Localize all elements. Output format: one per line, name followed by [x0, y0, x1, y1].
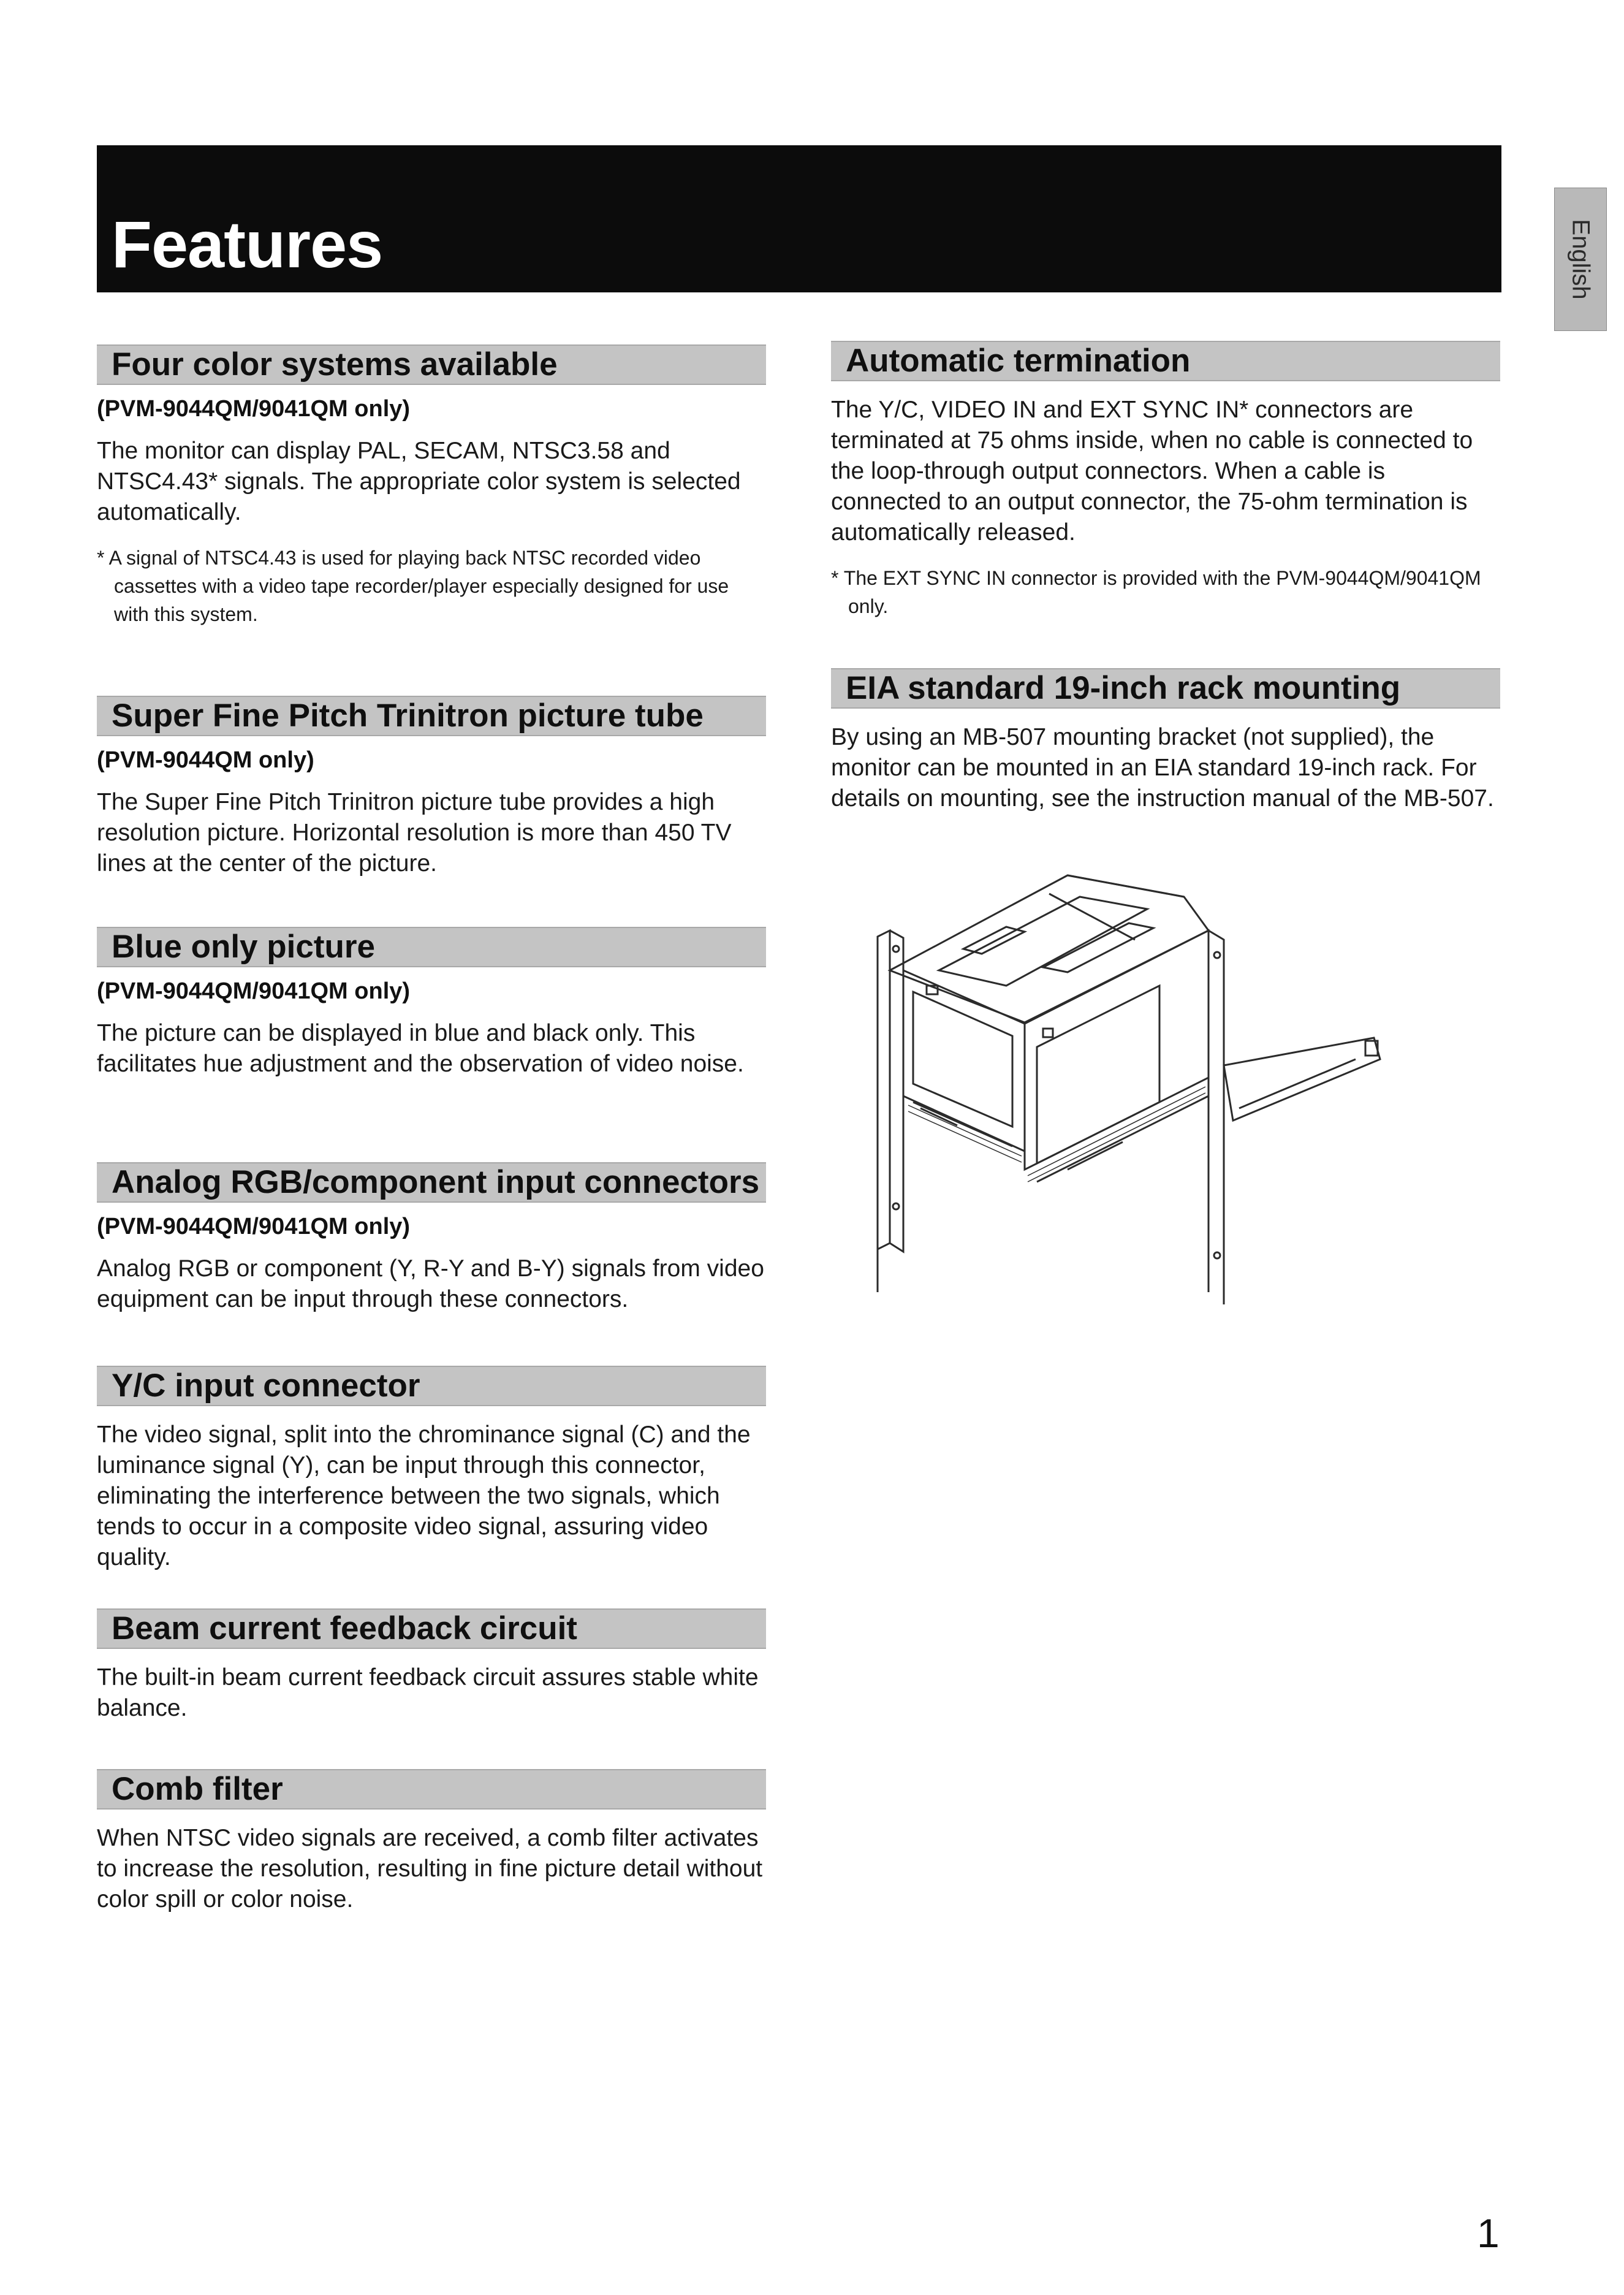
section-heading: Y/C input connector	[97, 1366, 766, 1406]
model-note: (PVM-9044QM/9041QM only)	[97, 978, 411, 1004]
section-heading: Super Fine Pitch Trinitron picture tube	[97, 696, 766, 736]
page-title: Features	[112, 207, 383, 281]
section-heading: Automatic termination	[831, 341, 1500, 381]
section-body: By using an MB-507 mounting bracket (not supplied), the monitor can be mounted in an EIA standard 19-inch rack. For details on mounting, see the instruction manual of the MB-507.	[831, 724, 1494, 812]
rack-mount-illustration	[865, 863, 1392, 1311]
page-number: 1	[1477, 2210, 1500, 2256]
section-body: The picture can be displayed in blue and black only. This facilitates hue adjustment and the observation of video noise.	[97, 1020, 744, 1077]
section-auto-termination	[831, 341, 1500, 620]
section-rack-mounting	[831, 668, 1500, 814]
model-note: (PVM-9044QM only)	[97, 747, 314, 773]
language-tab-label: English	[1567, 219, 1595, 300]
section-body: The Super Fine Pitch Trinitron picture tube provides a high resolution picture. Horizontal resolution is more than 450 TV lines at the center of the picture.	[97, 789, 732, 877]
section-beam-current	[97, 1608, 766, 1724]
section-body: The monitor can display PAL, SECAM, NTSC3.58 and NTSC4.43* signals. The appropriate color system is selected automatically.	[97, 438, 741, 525]
footnote: * A signal of NTSC4.43 is used for playing back NTSC recorded video cassettes with a video tape recorder/player especially designed for use with this system.	[97, 547, 729, 625]
section-heading: Beam current feedback circuit	[97, 1608, 766, 1649]
language-tab	[1554, 188, 1607, 331]
section-body: The Y/C, VIDEO IN and EXT SYNC IN* connectors are terminated at 75 ohms inside, when no cable is connected to the loop-through output connectors. When a cable is connected to an output connector, the 75-ohm termination is automatically released.	[831, 397, 1473, 546]
section-body: The built-in beam current feedback circuit assures stable white balance.	[97, 1664, 759, 1721]
section-color-systems	[97, 344, 766, 628]
section-heading: Analog RGB/component input connectors	[97, 1162, 766, 1203]
section-trinitron-tube	[97, 696, 766, 879]
section-blue-only	[97, 927, 766, 1079]
section-body: Analog RGB or component (Y, R-Y and B-Y) signals from video equipment can be input through these connectors.	[97, 1255, 764, 1312]
footnote: * The EXT SYNC IN connector is provided with the PVM-9044QM/9041QM only.	[831, 567, 1481, 617]
section-heading: Blue only picture	[97, 927, 766, 967]
section-body: When NTSC video signals are received, a comb filter activates to increase the resolution, resulting in fine picture detail without color spill or color noise.	[97, 1825, 763, 1913]
section-heading: Comb filter	[97, 1769, 766, 1810]
model-note: (PVM-9044QM/9041QM only)	[97, 396, 411, 422]
left-column	[97, 0, 766, 2295]
section-heading: Four color systems available	[97, 344, 766, 385]
section-comb-filter	[97, 1769, 766, 1915]
model-note: (PVM-9044QM/9041QM only)	[97, 1214, 411, 1239]
section-yc-input	[97, 1366, 766, 1573]
section-body: The video signal, split into the chrominance signal (C) and the luminance signal (Y), can be input through this connector, eliminating the interference between the two signals, which tends to occur in a composite video signal, assuring video quality.	[97, 1422, 751, 1570]
section-heading: EIA standard 19-inch rack mounting	[831, 668, 1500, 709]
section-analog-rgb	[97, 1162, 766, 1315]
